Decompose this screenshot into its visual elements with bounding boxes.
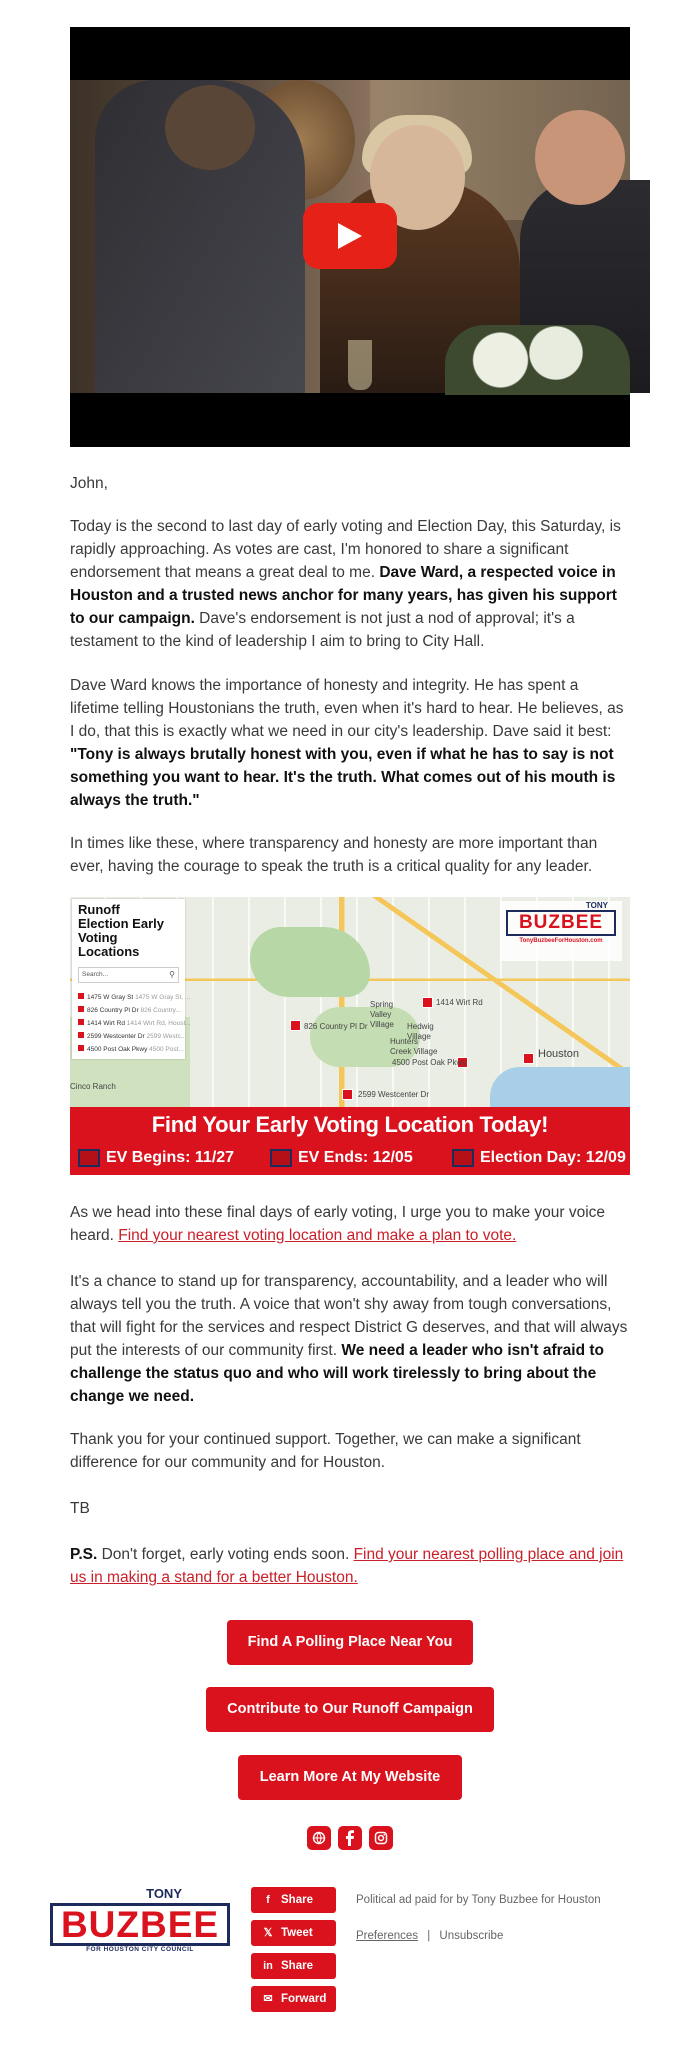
location-item: 2599 Westcenter Dr 2599 Westc... bbox=[78, 1030, 179, 1043]
paragraph-endorsement: Today is the second to last day of early voting and Election Day, this Saturday, is rapidly approaching. As votes are cast, I'm honored to share a significant endorsement that means a great deal to me. Dave Ward, a respected voice in Houston and a trusted news anchor for many years, has given his support to our campaign. Dave's endorsement is not just a nod of approval; it's a testament to the kind of leadership I aim to bring to City Hall. bbox=[70, 518, 621, 650]
locations-search: Search... ⚲ bbox=[78, 967, 179, 983]
map-label-westcenter: 2599 Westcenter Dr bbox=[358, 1090, 429, 1099]
x-icon: 𝕏 bbox=[263, 1927, 273, 1939]
calendar-icon bbox=[270, 1149, 292, 1167]
map-pin-westcenter bbox=[342, 1089, 353, 1100]
learn-more-button[interactable]: Learn More At My Website bbox=[238, 1755, 462, 1800]
map-label-spring: Spring Valley Village bbox=[370, 1000, 394, 1029]
calendar-icon bbox=[78, 1149, 100, 1167]
ev-ends: EV Ends: 12/05 bbox=[270, 1147, 413, 1169]
map-label-country: 826 Country Pl Dr bbox=[304, 1022, 368, 1031]
signoff: TB bbox=[70, 1500, 90, 1517]
greeting: John, bbox=[70, 475, 108, 492]
linkedin-icon: in bbox=[263, 1960, 273, 1972]
paragraph-final-days: As we head into these final days of early voting, I urge you to make your voice heard. Find your nearest voting location and make a plan to vote. bbox=[70, 1204, 606, 1244]
find-polling-place-button[interactable]: Find A Polling Place Near You bbox=[227, 1620, 473, 1665]
unsubscribe-link[interactable]: Unsubscribe bbox=[439, 1930, 504, 1942]
facebook-share-button[interactable]: f Share bbox=[251, 1887, 336, 1913]
polling-place-link[interactable]: Find your nearest polling place and join us in making a stand for a better Houston. bbox=[70, 1546, 624, 1586]
contribute-button[interactable]: Contribute to Our Runoff Campaign bbox=[206, 1687, 494, 1732]
website-icon[interactable] bbox=[307, 1826, 331, 1850]
location-item: 826 Country Pl Dr 826 Country... bbox=[78, 1004, 179, 1017]
preferences-link[interactable]: Preferences bbox=[356, 1930, 419, 1942]
map-pin-wirt bbox=[422, 997, 433, 1008]
play-icon bbox=[336, 221, 364, 251]
location-item: 1475 W Gray St 1475 W Gray St, ... bbox=[78, 991, 179, 1004]
election-day: Election Day: 12/09 bbox=[452, 1147, 626, 1169]
footer-links: Preferences | Unsubscribe bbox=[356, 1930, 504, 1942]
search-icon: ⚲ bbox=[169, 970, 175, 979]
map-label-cinco: Cinco Ranch bbox=[70, 1082, 116, 1091]
locations-list bbox=[78, 991, 191, 1056]
paragraph-chance: It's a chance to stand up for transparency, accountability, and a leader who will always tell you the truth. A voice that won't shy away from tough conversations, that will fight for the services and respect District G deserves, and that will always put the interests of our community first. We need a leader who isn't afraid to challenge the status quo and who will work tirelessly to bring about the change we need. bbox=[70, 1273, 628, 1405]
paragraph-transparency: In times like these, where transparency and honesty are more important than ever, having the courage to speak the truth is a critical quality for any leader. bbox=[70, 835, 598, 875]
postscript: P.S. Don't forget, early voting ends soon. Find your nearest polling place and join us in making a stand for a better Houston. bbox=[70, 1546, 624, 1586]
calendar-icon bbox=[452, 1149, 474, 1167]
banner-logo: TONY BUZBEE TonyBuzbeeForHouston.com bbox=[500, 901, 622, 961]
map-label-wirt: 1414 Wirt Rd bbox=[436, 998, 483, 1007]
envelope-icon: ✉ bbox=[263, 1993, 273, 2005]
early-voting-map-banner[interactable] bbox=[70, 897, 630, 1175]
location-item: 1414 Wirt Rd 1414 Wirt Rd, Houst... bbox=[78, 1017, 179, 1030]
footer-logo: TONY BUZBEE FOR HOUSTON CITY COUNCIL bbox=[50, 1886, 230, 1956]
video-thumbnail[interactable] bbox=[70, 27, 630, 447]
paragraph-honesty: Dave Ward knows the importance of honesty and integrity. He has spent a lifetime telling Houstonians the truth, even when it's hard to hear. He believes, as I do, that this is exactly what we need in our city's leadership. Dave said it best: "Tony is always brutally honest with you, even if what he has to say is not something you want to hear. It's the truth. What comes out of his mouth is always the truth." bbox=[70, 677, 624, 809]
tweet-button[interactable]: 𝕏 Tweet bbox=[251, 1920, 336, 1946]
play-button[interactable] bbox=[303, 203, 397, 269]
locations-title: Runoff Election Early Voting Locations bbox=[78, 902, 164, 959]
banner-headline: Find Your Early Voting Location Today! bbox=[151, 1112, 549, 1137]
voting-location-link[interactable]: Find your nearest voting location and make a plan to vote. bbox=[118, 1227, 517, 1244]
linkedin-share-button[interactable]: in Share bbox=[251, 1953, 336, 1979]
paragraph-thanks: Thank you for your continued support. Together, we can make a significant difference for our community and for Houston. bbox=[70, 1431, 581, 1471]
facebook-icon[interactable] bbox=[338, 1826, 362, 1850]
map-label-houston: Houston bbox=[538, 1048, 579, 1060]
banner-strip bbox=[70, 1107, 630, 1175]
disclaimer: Political ad paid for by Tony Buzbee for Houston bbox=[356, 1894, 601, 1906]
locations-panel bbox=[72, 899, 191, 1059]
map-label-hedwig: Hedwig Village bbox=[407, 1022, 434, 1041]
map-pin-houston bbox=[523, 1053, 534, 1064]
instagram-icon[interactable] bbox=[369, 1826, 393, 1850]
facebook-icon: f bbox=[266, 1894, 270, 1906]
forward-button[interactable]: ✉ Forward bbox=[251, 1986, 336, 2012]
map-label-postoak: 4500 Post Oak Pkwy bbox=[392, 1058, 467, 1067]
map-label-hunters: Hunters Creek Village bbox=[390, 1037, 438, 1056]
location-item: 4500 Post Oak Pkwy 4500 Post... bbox=[78, 1043, 179, 1056]
map-pin-country bbox=[290, 1020, 301, 1031]
ev-begins: EV Begins: 11/27 bbox=[78, 1147, 234, 1169]
